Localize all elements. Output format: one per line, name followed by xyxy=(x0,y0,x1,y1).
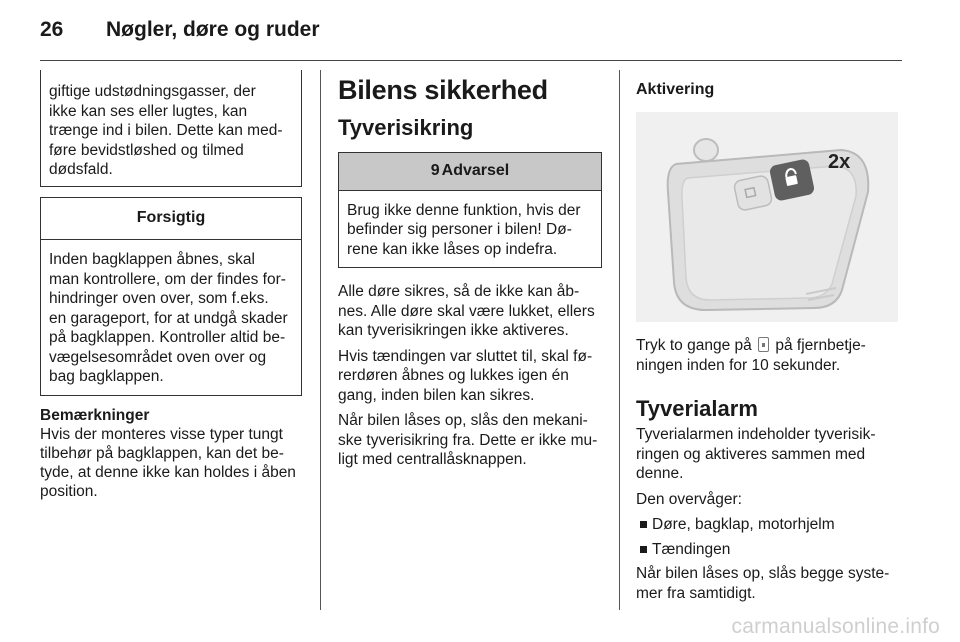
activation-text xyxy=(636,336,906,375)
subsection-heading: Tyverisikring xyxy=(338,115,474,140)
activation-text-end: på fjernbetje- ningen inden for 10 sekunder. xyxy=(636,337,866,374)
alarm-text: Tyverialarmen indeholder tyverisik- ringen og aktiveres sammen med denne. xyxy=(636,426,876,482)
warning-text: Brug ikke denne funktion, hvis der befinder sig personer i bilen! Dø- rene kan ikke låses op indefra. xyxy=(347,201,581,258)
column-middle xyxy=(338,70,602,476)
paragraph: Hvis tændingen var sluttet til, skal fø- rerdøren åbnes og lukkes igen én gang, inden bilen kan sikres. xyxy=(338,347,593,404)
warning-icon: 9 xyxy=(430,162,440,179)
lock-icon xyxy=(758,337,769,352)
warning-box xyxy=(338,152,602,268)
warning-title: Advarsel xyxy=(441,162,510,179)
key-fob-illustration xyxy=(636,112,898,322)
column-left xyxy=(40,70,302,507)
caution-title: Forsigtig xyxy=(41,198,301,241)
column-divider xyxy=(320,70,321,610)
alarm-heading: Tyverialarm xyxy=(636,396,758,421)
list-item: Tændingen xyxy=(636,540,906,560)
activation-text-start: Tryk to gange på xyxy=(636,337,752,354)
watermark: carmanualsonline.info xyxy=(731,615,940,638)
header-rule xyxy=(40,60,902,61)
activation-heading: Aktivering xyxy=(636,81,715,98)
page-title: Nøgler, døre og ruder xyxy=(106,18,320,41)
paragraph: Når bilen låses op, slås den mekani- ske tyverisikring fra. Dette er ikke mu- ligt med centrallåsknappen. xyxy=(338,412,598,468)
warning-header xyxy=(339,153,601,191)
caution-box xyxy=(40,197,302,396)
danger-box-continuation xyxy=(40,70,302,187)
closing-text: Når bilen låses op, slås begge syste- mer fra samtidigt. xyxy=(636,565,890,602)
unlock-button xyxy=(733,175,772,211)
section-heading: Bilens sikkerhed xyxy=(338,75,548,105)
key-ring-loop xyxy=(694,139,718,161)
notes xyxy=(40,406,302,501)
notes-title: Bemærkninger xyxy=(40,406,150,424)
caution-text: Inden bagklappen åbnes, skal man kontrollere, om der findes for- hindringer oven over, som f.eks. en garageport, for at undgå skader på bagklappen. Kontroller altid be- vægelsesområdet oven over og bag bagklappen. xyxy=(49,251,288,385)
press-count-label: 2x xyxy=(828,151,851,173)
page-number: 26 xyxy=(40,18,64,41)
notes-text: Hvis der monteres visse typer tungt tilbehør på bagklappen, kan det be- tyde, at denne ikke kan holdes i åben position. xyxy=(40,425,296,500)
danger-text: giftige udstødningsgasser, der ikke kan ses eller lugtes, kan trænge ind i bilen. Dette kan med- føre bevidstløshed og tilmed dødsfald. xyxy=(49,83,283,178)
column-right xyxy=(636,70,906,609)
column-divider xyxy=(619,70,620,610)
key-fob-image xyxy=(636,112,898,322)
list-item: Døre, bagklap, motorhjelm xyxy=(636,515,906,535)
paragraph: Alle døre sikres, så de ikke kan åb- nes. Alle døre skal være lukket, ellers kan tyverisikringen ikke aktiveres. xyxy=(338,283,595,339)
monitor-label: Den overvåger: xyxy=(636,490,742,508)
